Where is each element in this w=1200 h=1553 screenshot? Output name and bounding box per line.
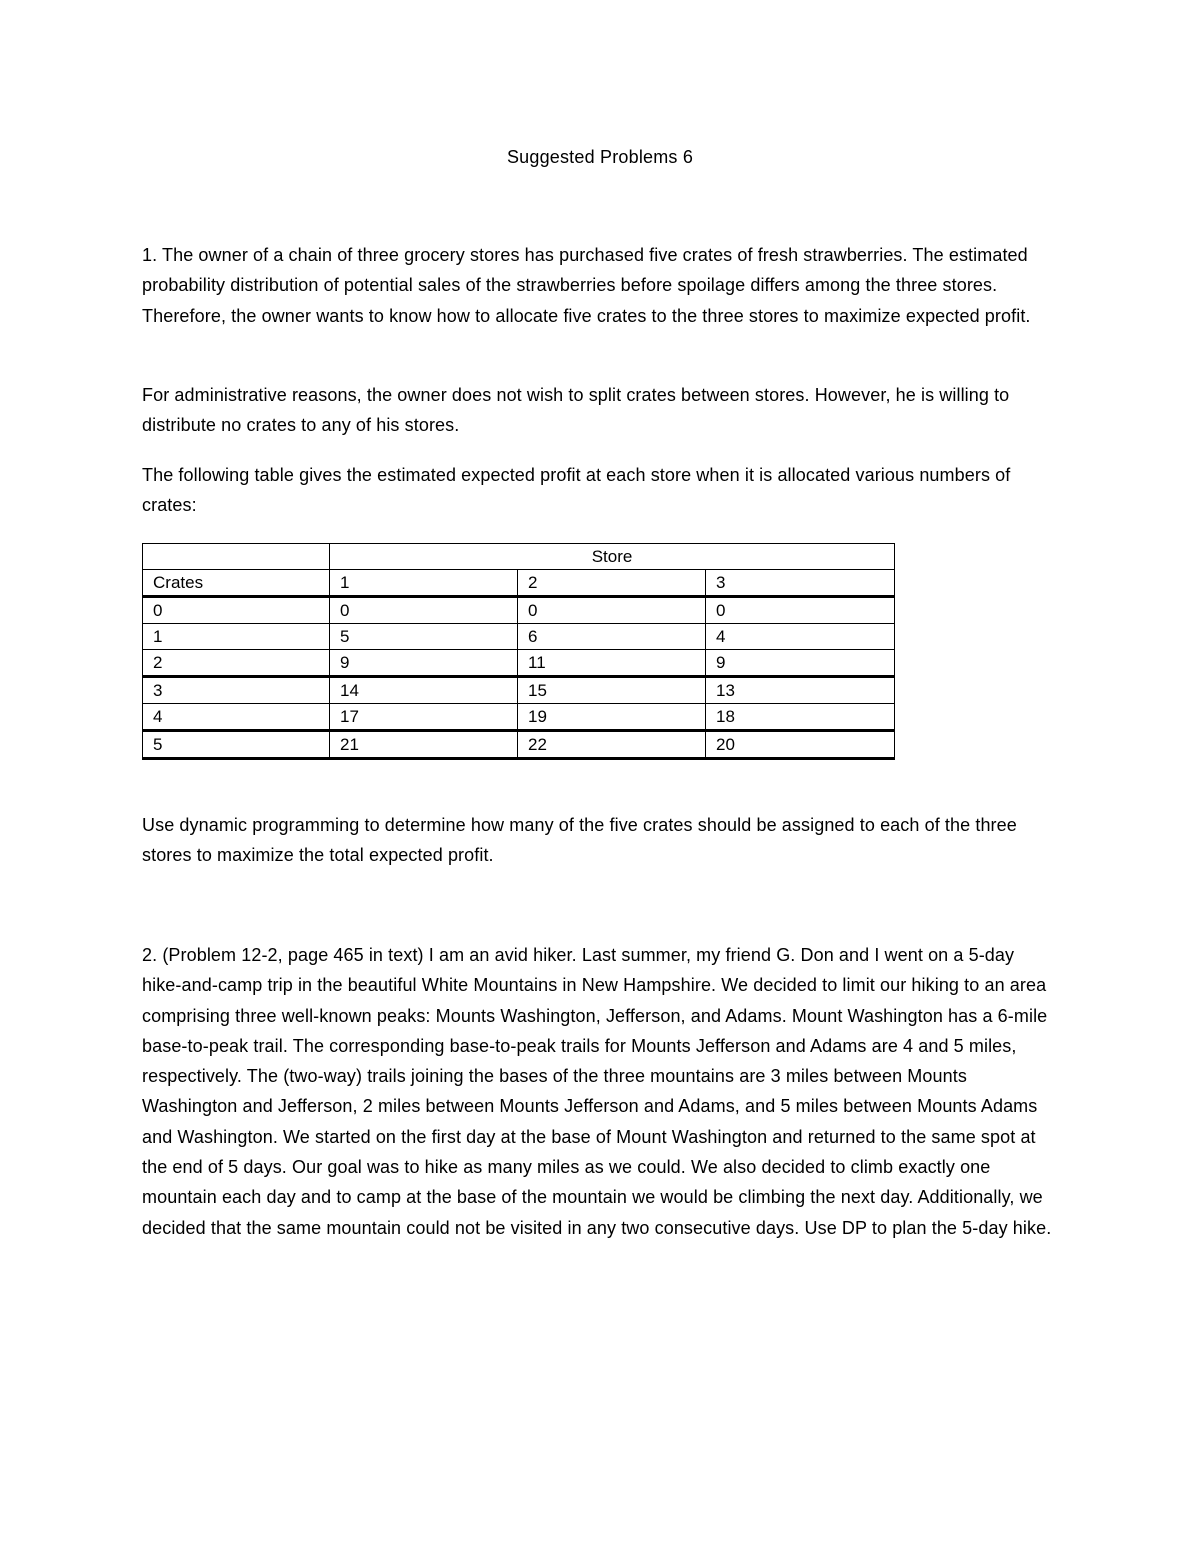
table-cell: 14 [330, 677, 518, 704]
table-row [143, 650, 895, 677]
table-cell: 0 [518, 597, 706, 624]
table-group-header-store: Store [330, 544, 895, 570]
table-cell: 0 [330, 597, 518, 624]
table-row [143, 624, 895, 650]
problem-1-intro: 1. The owner of a chain of three grocery stores has purchased five crates of fresh strawberries. The estimated probability distribution of potential sales of the strawberries before spoilage differs among the three stores. Therefore, the owner wants to know how to allocate five crates to the three stores to maximize expected profit. [142, 245, 1031, 326]
document-title: Suggested Problems 6 [506, 147, 694, 167]
problem-1-constraint: For administrative reasons, the owner does not wish to split crates between stores. However, he is willing to distribute no crates to any of his stores. [142, 385, 1010, 436]
table-cell: 11 [518, 650, 706, 677]
table-cell: 13 [706, 677, 895, 704]
problem-1-table-intro: The following table gives the estimated expected profit at each store when it is allocated various numbers of crates: [142, 465, 1011, 516]
table-row [143, 677, 895, 704]
table-column-header-row [143, 570, 895, 597]
table-cell-crates: 2 [143, 650, 330, 677]
table-cell: 21 [330, 731, 518, 759]
table-cell: 20 [706, 731, 895, 759]
table-cell: 17 [330, 704, 518, 731]
table-header-crates: Crates [143, 570, 330, 597]
table-cell: 9 [330, 650, 518, 677]
problem-2-text: 2. (Problem 12-2, page 465 in text) I am an avid hiker. Last summer, my friend G. Don and I went on a 5-day hike-and-camp trip in the beautiful White Mountains in New Hampshire. We decided to limit our hiking to an area comprising three well-known peaks: Mounts Washington, Jefferson, and Adams. Mount Washington has a 6-mile base-to-peak trail. The corresponding base-to-peak trails for Mounts Jefferson and Adams are 4 and 5 miles, respectively. The (two-way) trails joining the bases of the three mountains are 3 miles between Mounts Washington and Jefferson, 2 miles between Mounts Jefferson and Adams, and 5 miles between Mounts Adams and Washington. We started on the first day at the base of Mount Washington and returned to the same spot at the end of 5 days. Our goal was to hike as many miles as we could. We also decided to climb exactly one mountain each day and to camp at the base of the mountain we would be climbing the next day. Additionally, we decided that the same mountain could not be visited in any two consecutive days. Use DP to plan the 5-day hike. [142, 945, 1052, 1238]
table-cell: 5 [330, 624, 518, 650]
table-group-header-row [143, 544, 895, 570]
table-cell: 4 [706, 624, 895, 650]
table-header-empty-cell [143, 544, 330, 570]
table-cell: 18 [706, 704, 895, 731]
expected-profit-table [142, 543, 895, 760]
table-cell: 0 [706, 597, 895, 624]
table-cell-crates: 4 [143, 704, 330, 731]
table-cell: 19 [518, 704, 706, 731]
table-cell-crates: 1 [143, 624, 330, 650]
table-row [143, 704, 895, 731]
table-cell: 22 [518, 731, 706, 759]
table-cell: 6 [518, 624, 706, 650]
table-header-store-2: 2 [518, 570, 706, 597]
problem-1-question: Use dynamic programming to determine how many of the five crates should be assigned to each of the three stores to maximize the total expected profit. [142, 815, 1017, 866]
table-cell: 9 [706, 650, 895, 677]
table-header-store-3: 3 [706, 570, 895, 597]
table-row [143, 731, 895, 759]
table-cell-crates: 3 [143, 677, 330, 704]
table-header-store-1: 1 [330, 570, 518, 597]
table-row [143, 597, 895, 624]
table-cell: 15 [518, 677, 706, 704]
table-cell-crates: 0 [143, 597, 330, 624]
table-cell-crates: 5 [143, 731, 330, 759]
